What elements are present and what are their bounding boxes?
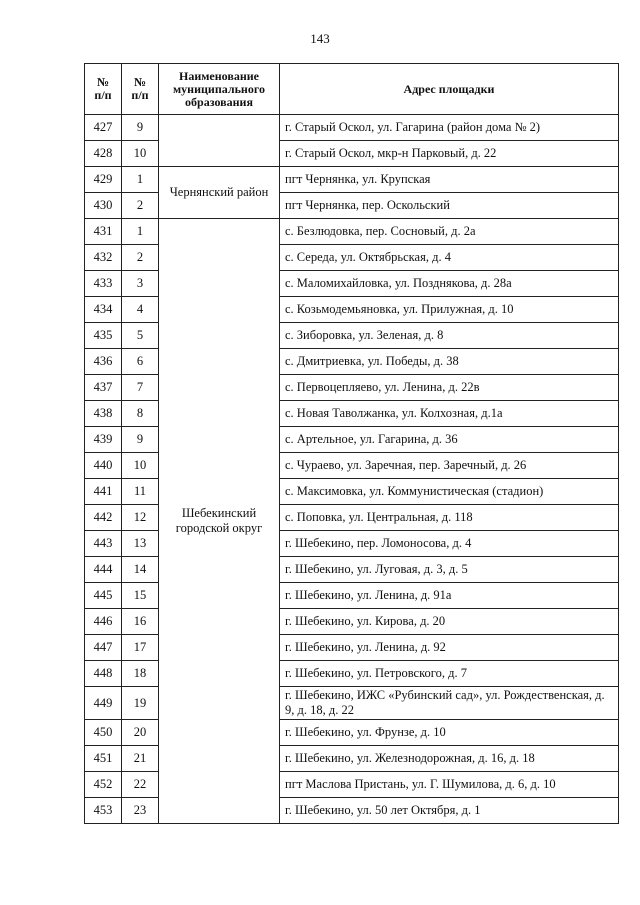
table-body [85,115,619,824]
cell-number-total: 453 [85,798,122,824]
cell-number-local: 2 [122,245,159,271]
cell-number-total: 427 [85,115,122,141]
cell-address: пгт Чернянка, ул. Крупская [280,167,619,193]
cell-number-total: 451 [85,746,122,772]
cell-number-total: 444 [85,557,122,583]
cell-address: с. Козьмодемьяновка, ул. Прилужная, д. 10 [280,297,619,323]
cell-address: пгт Чернянка, пер. Оскольский [280,193,619,219]
cell-number-local: 5 [122,323,159,349]
cell-number-local: 19 [122,687,159,720]
cell-number-local: 9 [122,427,159,453]
cell-number-local: 16 [122,609,159,635]
cell-address: с. Дмитриевка, ул. Победы, д. 38 [280,349,619,375]
cell-number-total: 434 [85,297,122,323]
cell-number-local: 10 [122,141,159,167]
cell-number-total: 441 [85,479,122,505]
cell-address: с. Поповка, ул. Центральная, д. 118 [280,505,619,531]
cell-address: г. Старый Оскол, мкр-н Парковый, д. 22 [280,141,619,167]
cell-number-total: 433 [85,271,122,297]
cell-address: с. Безлюдовка, пер. Сосновый, д. 2а [280,219,619,245]
cell-number-local: 17 [122,635,159,661]
cell-number-total: 439 [85,427,122,453]
cell-number-total: 448 [85,661,122,687]
header-municipality: Наименование муниципального образования [159,64,280,115]
cell-number-local: 1 [122,167,159,193]
cell-address: г. Шебекино, ИЖС «Рубинский сад», ул. Рождественская, д. 9, д. 18, д. 22 [280,687,619,720]
cell-address: с. Чураево, ул. Заречная, пер. Заречный, д. 26 [280,453,619,479]
cell-number-total: 449 [85,687,122,720]
cell-number-total: 452 [85,772,122,798]
cell-number-total: 450 [85,720,122,746]
cell-number-total: 429 [85,167,122,193]
cell-number-local: 2 [122,193,159,219]
cell-municipality [159,115,280,167]
cell-address: с. Новая Таволжанка, ул. Колхозная, д.1а [280,401,619,427]
cell-number-local: 20 [122,720,159,746]
cell-number-local: 18 [122,661,159,687]
sites-table [84,63,619,824]
cell-address: г. Старый Оскол, ул. Гагарина (район дома № 2) [280,115,619,141]
cell-address: с. Первоцепляево, ул. Ленина, д. 22в [280,375,619,401]
cell-address: г. Шебекино, ул. Ленина, д. 91а [280,583,619,609]
cell-address: с. Зиборовка, ул. Зеленая, д. 8 [280,323,619,349]
table-row [85,167,619,193]
cell-number-total: 436 [85,349,122,375]
table-row [85,219,619,245]
cell-number-local: 10 [122,453,159,479]
cell-number-local: 12 [122,505,159,531]
header-num-local: № п/п [122,64,159,115]
cell-address: г. Шебекино, ул. Петровского, д. 7 [280,661,619,687]
cell-municipality: Шебекинский городской округ [159,219,280,824]
cell-number-local: 22 [122,772,159,798]
cell-number-total: 446 [85,609,122,635]
header-address: Адрес площадки [280,64,619,115]
table-row [85,115,619,141]
cell-number-local: 21 [122,746,159,772]
cell-number-total: 440 [85,453,122,479]
header-num-total: № п/п [85,64,122,115]
cell-municipality: Чернянский район [159,167,280,219]
cell-number-local: 6 [122,349,159,375]
cell-number-local: 4 [122,297,159,323]
cell-address: пгт Маслова Пристань, ул. Г. Шумилова, д. 6, д. 10 [280,772,619,798]
cell-number-local: 15 [122,583,159,609]
page-number: 143 [310,31,330,46]
cell-number-local: 9 [122,115,159,141]
cell-number-total: 432 [85,245,122,271]
cell-number-total: 445 [85,583,122,609]
cell-address: г. Шебекино, ул. Кирова, д. 20 [280,609,619,635]
cell-address: с. Середа, ул. Октябрьская, д. 4 [280,245,619,271]
cell-number-local: 8 [122,401,159,427]
cell-address: с. Артельное, ул. Гагарина, д. 36 [280,427,619,453]
cell-number-total: 438 [85,401,122,427]
cell-address: г. Шебекино, пер. Ломоносова, д. 4 [280,531,619,557]
cell-address: г. Шебекино, ул. 50 лет Октября, д. 1 [280,798,619,824]
cell-number-total: 435 [85,323,122,349]
cell-number-local: 23 [122,798,159,824]
cell-number-local: 14 [122,557,159,583]
cell-number-total: 447 [85,635,122,661]
cell-address: с. Маломихайловка, ул. Позднякова, д. 28а [280,271,619,297]
cell-number-total: 430 [85,193,122,219]
cell-number-total: 443 [85,531,122,557]
cell-address: г. Шебекино, ул. Железнодорожная, д. 16, д. 18 [280,746,619,772]
cell-number-local: 1 [122,219,159,245]
table-header [85,64,619,115]
cell-number-local: 11 [122,479,159,505]
cell-number-total: 431 [85,219,122,245]
cell-number-local: 7 [122,375,159,401]
cell-number-total: 442 [85,505,122,531]
cell-address: г. Шебекино, ул. Ленина, д. 92 [280,635,619,661]
cell-number-total: 428 [85,141,122,167]
cell-address: с. Максимовка, ул. Коммунистическая (стадион) [280,479,619,505]
cell-number-local: 13 [122,531,159,557]
cell-address: г. Шебекино, ул. Луговая, д. 3, д. 5 [280,557,619,583]
cell-number-local: 3 [122,271,159,297]
cell-address: г. Шебекино, ул. Фрунзе, д. 10 [280,720,619,746]
cell-number-total: 437 [85,375,122,401]
